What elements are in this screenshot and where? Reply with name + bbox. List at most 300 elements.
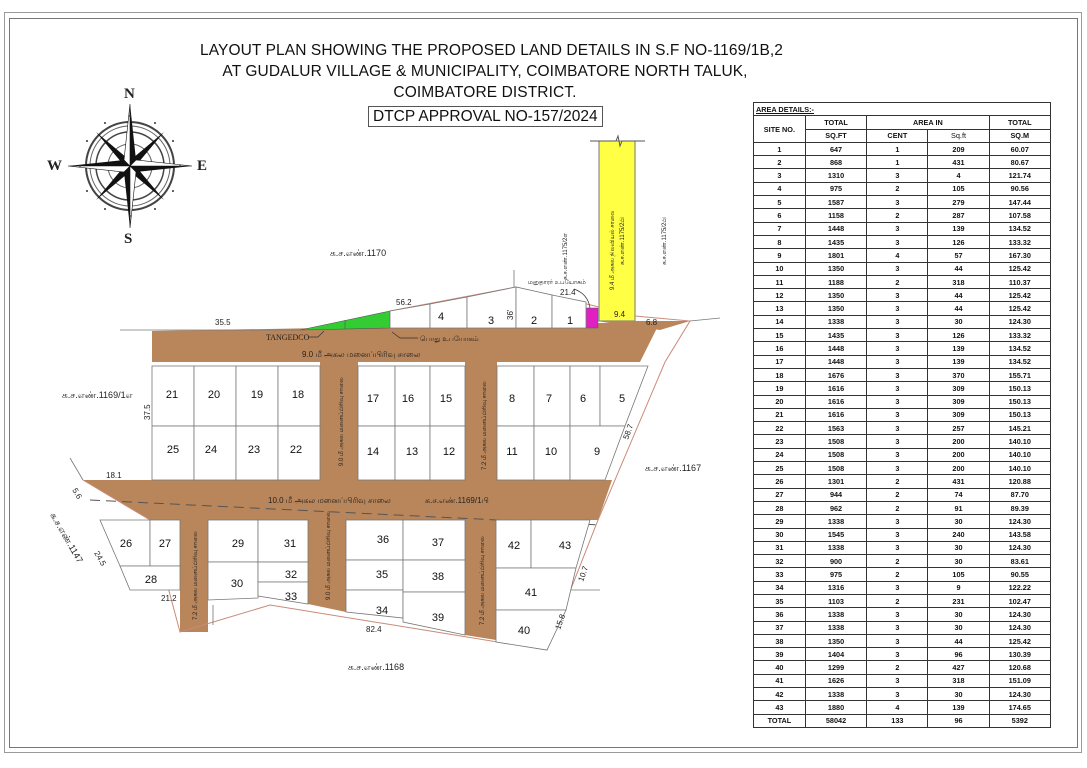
sqm-cell: 87.70 (989, 488, 1050, 501)
sqft-cell: 30 (928, 608, 989, 621)
sqm-cell: 89.39 (989, 501, 1050, 514)
plot-1: 1 (566, 315, 574, 327)
table-row (754, 182, 1051, 195)
total-sqft-cell: 1563 (805, 422, 866, 435)
table-row (754, 488, 1051, 501)
header-site-no: SITE NO. (754, 116, 806, 143)
sqm-cell: 124.30 (989, 608, 1050, 621)
plot-10: 10 (544, 446, 558, 458)
sqm-cell: 110.37 (989, 275, 1050, 288)
total-sqft-cell: 1448 (805, 222, 866, 235)
sqm-cell: 151.09 (989, 674, 1050, 687)
dim-58-7: 58.7 (621, 422, 636, 441)
cent-cell: 3 (867, 222, 928, 235)
cent-cell: 3 (867, 315, 928, 328)
plot-36: 36 (376, 534, 390, 546)
sqm-cell: 120.88 (989, 475, 1050, 488)
table-row (754, 342, 1051, 355)
table-row (754, 355, 1051, 368)
site-no-cell: 30 (754, 528, 806, 541)
sqm-cell: 147.44 (989, 196, 1050, 209)
sqft-cell: 44 (928, 302, 989, 315)
sqft-cell: 44 (928, 262, 989, 275)
sqm-cell: 155.71 (989, 368, 1050, 381)
plot-17: 17 (366, 393, 380, 405)
site-no-cell: 16 (754, 342, 806, 355)
cent-cell: 4 (867, 249, 928, 262)
cent-cell: 3 (867, 235, 928, 248)
site-no-cell: 1 (754, 142, 806, 155)
sqft-cell: 96 (928, 648, 989, 661)
table-total-row (754, 714, 1051, 727)
table-row (754, 501, 1051, 514)
plot-30: 30 (230, 578, 244, 590)
cent-cell: 3 (867, 688, 928, 701)
sqm-cell: 90.56 (989, 182, 1050, 195)
cent-cell: 3 (867, 634, 928, 647)
table-row (754, 608, 1051, 621)
sqft-cell: 209 (928, 142, 989, 155)
site-no-cell: 40 (754, 661, 806, 674)
cent-cell: 2 (867, 555, 928, 568)
total-sqft-cell: 1299 (805, 661, 866, 674)
plot-13: 13 (405, 446, 419, 458)
site-no-cell: 4 (754, 182, 806, 195)
sqft-cell: 30 (928, 541, 989, 554)
plot-37: 37 (431, 537, 445, 549)
plot-8: 8 (508, 393, 516, 405)
cent-cell: 3 (867, 342, 928, 355)
site-no-cell: 25 (754, 462, 806, 475)
plot-40: 40 (517, 625, 531, 637)
sqft-cell: 74 (928, 488, 989, 501)
plots-block-left (152, 366, 320, 480)
table-row (754, 475, 1051, 488)
sqft-cell: 431 (928, 475, 989, 488)
plot-22: 22 (289, 444, 303, 456)
header-sqft: SQ.FT (805, 129, 866, 142)
plot-31: 31 (283, 538, 297, 550)
cent-cell: 3 (867, 408, 928, 421)
reserved-label: மனுதாரர் உபயோகம் (528, 280, 586, 286)
sqm-cell: 167.30 (989, 249, 1050, 262)
site-no-cell: 38 (754, 634, 806, 647)
table-row (754, 648, 1051, 661)
site-no-cell: 24 (754, 448, 806, 461)
sqft-cell: 44 (928, 634, 989, 647)
site-no-cell: 15 (754, 329, 806, 342)
site-no-cell: 10 (754, 262, 806, 275)
plot-29: 29 (231, 538, 245, 550)
cent-cell: 3 (867, 262, 928, 275)
table-row (754, 528, 1051, 541)
sqft-cell: 91 (928, 501, 989, 514)
site-no-cell: 39 (754, 648, 806, 661)
cent-cell: 3 (867, 608, 928, 621)
road-label-vert-72b: 7.2 மீ அகல மனைப்பிரிவு சாலை (193, 531, 199, 620)
cent-cell: 3 (867, 329, 928, 342)
total-sqft-cell: 1103 (805, 594, 866, 607)
cent-cell: 3 (867, 648, 928, 661)
cent-cell: 1 (867, 142, 928, 155)
dim-82-4: 82.4 (366, 625, 382, 634)
sqm-cell: 174.65 (989, 701, 1050, 714)
total-sqft-cell: 1676 (805, 368, 866, 381)
table-row (754, 169, 1051, 182)
sqft-cell: 30 (928, 621, 989, 634)
cent-cell: 2 (867, 209, 928, 222)
table-row (754, 515, 1051, 528)
survey-label-1175-2b: க.ச.எண்.1175/2பி (662, 217, 668, 265)
plot-26: 26 (119, 538, 133, 550)
plot-16: 16 (401, 393, 415, 405)
site-no-cell: 32 (754, 555, 806, 568)
cent-cell: 2 (867, 475, 928, 488)
site-no-cell: 27 (754, 488, 806, 501)
sqft-cell: 309 (928, 408, 989, 421)
sqm-cell: 140.10 (989, 435, 1050, 448)
table-row (754, 382, 1051, 395)
plot-7: 7 (545, 393, 553, 405)
total-sqm: 5392 (989, 714, 1050, 727)
dim-35-5: 35.5 (215, 318, 231, 327)
dim-56-2: 56.2 (396, 298, 412, 307)
title-line-2: AT GUDALUR VILLAGE & MUNICIPALITY, COIMBATORE NORTH TALUK, (222, 63, 748, 80)
sqft-cell: 105 (928, 568, 989, 581)
header-cent: CENT (867, 129, 928, 142)
total-sqft-cell: 975 (805, 568, 866, 581)
dim-36: 36' (506, 309, 515, 320)
plot-20: 20 (207, 389, 221, 401)
dim-24-5: 24.5 (92, 549, 108, 568)
total-sqft-cell: 944 (805, 488, 866, 501)
title-line-1: LAYOUT PLAN SHOWING THE PROPOSED LAND DETAILS IN S.F NO-1169/1B,2 (200, 42, 784, 59)
sqft-cell: 9 (928, 581, 989, 594)
sqm-cell: 124.30 (989, 515, 1050, 528)
cent-cell: 2 (867, 182, 928, 195)
site-no-cell: 7 (754, 222, 806, 235)
table-row (754, 422, 1051, 435)
cent-cell: 3 (867, 462, 928, 475)
plot-34: 34 (375, 605, 389, 617)
sqm-cell: 150.13 (989, 382, 1050, 395)
total-sqft-cell: 1448 (805, 355, 866, 368)
total-sqft-cell: 1310 (805, 169, 866, 182)
sqm-cell: 124.30 (989, 315, 1050, 328)
plot-12: 12 (442, 446, 456, 458)
plot-38: 38 (431, 571, 445, 583)
sqm-cell: 134.52 (989, 222, 1050, 235)
plot-42: 42 (507, 540, 521, 552)
cent-cell: 3 (867, 302, 928, 315)
plot-11: 11 (506, 446, 518, 458)
plot-4: 4 (437, 311, 445, 323)
plot-43: 43 (558, 540, 572, 552)
total-sqft-cell: 1350 (805, 262, 866, 275)
site-no-cell: 26 (754, 475, 806, 488)
total-sqft-cell: 975 (805, 182, 866, 195)
table-row (754, 289, 1051, 302)
cent-cell: 2 (867, 488, 928, 501)
site-no-cell: 33 (754, 568, 806, 581)
cent-cell: 3 (867, 581, 928, 594)
sqft-cell: 126 (928, 235, 989, 248)
site-no-cell: 20 (754, 395, 806, 408)
header-sqft-small: Sq.ft (928, 129, 989, 142)
site-no-cell: 17 (754, 355, 806, 368)
table-row (754, 156, 1051, 169)
total-sqft-cell: 1404 (805, 648, 866, 661)
site-no-cell: 11 (754, 275, 806, 288)
dim-9-4: 9.4 (614, 310, 626, 319)
table-row (754, 408, 1051, 421)
sqm-cell: 124.30 (989, 541, 1050, 554)
sqft-cell: 231 (928, 594, 989, 607)
cent-cell: 1 (867, 156, 928, 169)
plot-41: 41 (524, 587, 538, 599)
site-no-cell: 41 (754, 674, 806, 687)
approval-number-box: DTCP APPROVAL NO-157/2024 (368, 106, 603, 127)
sqft-cell: 139 (928, 342, 989, 355)
table-row (754, 329, 1051, 342)
total-sqft-cell: 1435 (805, 329, 866, 342)
site-no-cell: 9 (754, 249, 806, 262)
table-row (754, 315, 1051, 328)
total-sqft-cell: 1350 (805, 289, 866, 302)
total-sqft-small: 96 (928, 714, 989, 727)
sqft-cell: 30 (928, 688, 989, 701)
cent-cell: 2 (867, 594, 928, 607)
total-sqft: 58042 (805, 714, 866, 727)
plot-25: 25 (166, 444, 180, 456)
sqft-cell: 57 (928, 249, 989, 262)
total-sqft-cell: 1338 (805, 608, 866, 621)
total-sqft-cell: 900 (805, 555, 866, 568)
site-no-cell: 35 (754, 594, 806, 607)
table-row (754, 674, 1051, 687)
plots-block-lower-left (100, 520, 180, 590)
site-no-cell: 42 (754, 688, 806, 701)
site-no-cell: 22 (754, 422, 806, 435)
table-caption: AREA DETAILS:- (754, 103, 1051, 116)
survey-label-1169-1b: க.ச.எண்.1169/1பி (425, 496, 489, 505)
table-row (754, 701, 1051, 714)
sqft-cell: 4 (928, 169, 989, 182)
sqm-cell: 124.30 (989, 688, 1050, 701)
table-row (754, 302, 1051, 315)
table-row (754, 262, 1051, 275)
sqm-cell: 134.52 (989, 342, 1050, 355)
plots-block-right (497, 366, 648, 480)
site-no-cell: 37 (754, 621, 806, 634)
dim-10-7: 10.7 (576, 564, 591, 583)
site-no-cell: 29 (754, 515, 806, 528)
sqm-cell: 122.22 (989, 581, 1050, 594)
total-sqft-cell: 1616 (805, 382, 866, 395)
plot-18: 18 (291, 389, 305, 401)
site-no-cell: 8 (754, 235, 806, 248)
sqft-cell: 139 (928, 222, 989, 235)
plots-block-lower-mid (346, 520, 465, 635)
cent-cell: 3 (867, 169, 928, 182)
total-sqft-cell: 1880 (805, 701, 866, 714)
sqm-cell: 107.58 (989, 209, 1050, 222)
total-cent: 133 (867, 714, 928, 727)
table-row (754, 209, 1051, 222)
site-no-cell: 21 (754, 408, 806, 421)
total-sqft-cell: 1338 (805, 688, 866, 701)
yellow-road-strip (590, 136, 645, 321)
table-row (754, 448, 1051, 461)
table-row (754, 634, 1051, 647)
cent-cell: 3 (867, 528, 928, 541)
total-sqft-cell: 1316 (805, 581, 866, 594)
plot-27: 27 (158, 538, 172, 550)
total-sqft-cell: 1508 (805, 448, 866, 461)
site-no-cell: 5 (754, 196, 806, 209)
cent-cell: 2 (867, 661, 928, 674)
total-sqft-cell: 1435 (805, 235, 866, 248)
road-label-main: 10.0 மீ அகல மனைப்பிரிவு சாலை (268, 496, 391, 505)
sqft-cell: 200 (928, 462, 989, 475)
sqft-cell: 139 (928, 701, 989, 714)
total-sqft-cell: 1338 (805, 315, 866, 328)
sqm-cell: 130.39 (989, 648, 1050, 661)
reserved-area (586, 308, 598, 328)
compass-north-label: N (124, 86, 135, 102)
plot-3: 3 (487, 315, 495, 327)
total-sqft-cell: 647 (805, 142, 866, 155)
compass-west-label: W (47, 158, 62, 174)
cent-cell: 2 (867, 568, 928, 581)
site-no-cell: 34 (754, 581, 806, 594)
cent-cell: 3 (867, 368, 928, 381)
sqm-cell: 145.21 (989, 422, 1050, 435)
total-sqft-cell: 1545 (805, 528, 866, 541)
cent-cell: 2 (867, 275, 928, 288)
plot-32: 32 (284, 569, 298, 581)
cent-cell: 3 (867, 541, 928, 554)
compass-east-label: E (197, 158, 208, 174)
cent-cell: 3 (867, 621, 928, 634)
header-total: TOTAL (805, 116, 866, 129)
total-label: TOTAL (754, 714, 806, 727)
survey-label-1167: க.ச.எண்.1167 (645, 463, 702, 473)
dim-21-4: 21.4 (560, 288, 576, 297)
sqft-cell: 257 (928, 422, 989, 435)
plot-6: 6 (579, 393, 587, 405)
sqft-cell: 30 (928, 315, 989, 328)
title-line-3: COIMBATORE DISTRICT. (393, 84, 577, 101)
area-details-table (753, 102, 1051, 728)
compass-south-label: S (124, 231, 133, 247)
plot-28: 28 (144, 574, 158, 586)
total-sqft-cell: 1158 (805, 209, 866, 222)
sqm-cell: 83.61 (989, 555, 1050, 568)
survey-label-1168: க.ச.எண்.1168 (348, 662, 405, 672)
site-no-cell: 2 (754, 156, 806, 169)
cent-cell: 3 (867, 422, 928, 435)
plot-33: 33 (284, 591, 298, 603)
table-row (754, 594, 1051, 607)
total-sqft-cell: 1616 (805, 408, 866, 421)
cent-cell: 3 (867, 196, 928, 209)
plot-2: 2 (530, 315, 538, 327)
table-row (754, 621, 1051, 634)
sqft-cell: 105 (928, 182, 989, 195)
sqft-cell: 370 (928, 368, 989, 381)
sqft-cell: 30 (928, 515, 989, 528)
sqft-cell: 287 (928, 209, 989, 222)
header-total-2: TOTAL (989, 116, 1050, 129)
road-label-vert-9m: 9.0 மீ அகல மனைப்பிரிவு சாலை (339, 377, 345, 466)
sqft-cell: 309 (928, 382, 989, 395)
site-no-cell: 12 (754, 289, 806, 302)
plot-19: 19 (250, 389, 264, 401)
table-row (754, 222, 1051, 235)
cent-cell: 4 (867, 701, 928, 714)
total-sqft-cell: 962 (805, 501, 866, 514)
total-sqft-cell: 1448 (805, 342, 866, 355)
sqft-cell: 318 (928, 275, 989, 288)
sqft-cell: 318 (928, 674, 989, 687)
cent-cell: 3 (867, 515, 928, 528)
survey-label-1175-2a: க.ச.எண்.1175/2எ (563, 232, 569, 280)
sqft-cell: 431 (928, 156, 989, 169)
dim-15-8: 15.8 (553, 612, 568, 631)
total-sqft-cell: 1616 (805, 395, 866, 408)
total-sqft-cell: 1801 (805, 249, 866, 262)
total-sqft-cell: 1301 (805, 475, 866, 488)
cent-cell: 3 (867, 355, 928, 368)
site-no-cell: 43 (754, 701, 806, 714)
plot-15: 15 (439, 393, 453, 405)
table-row (754, 142, 1051, 155)
sqm-cell: 60.07 (989, 142, 1050, 155)
sqm-cell: 150.13 (989, 395, 1050, 408)
total-sqft-cell: 1587 (805, 196, 866, 209)
plots-block-middle (358, 366, 465, 480)
sqft-cell: 139 (928, 355, 989, 368)
sqft-cell: 200 (928, 448, 989, 461)
dim-21-2: 21.2 (161, 594, 177, 603)
plot-21: 21 (165, 389, 179, 401)
sqm-cell: 120.68 (989, 661, 1050, 674)
sqm-cell: 90.55 (989, 568, 1050, 581)
total-sqft-cell: 1508 (805, 462, 866, 475)
dim-5-6: 5.6 (70, 486, 84, 501)
table-row (754, 435, 1051, 448)
sqm-cell: 140.10 (989, 462, 1050, 475)
road-label-vert-72c: 7.2 மீ அகல மனைப்பிரிவு சாலை (480, 536, 486, 625)
dim-37-5: 37.5 (143, 404, 152, 420)
site-no-cell: 31 (754, 541, 806, 554)
sqm-cell: 121.74 (989, 169, 1050, 182)
sqm-cell: 140.10 (989, 448, 1050, 461)
sqm-cell: 150.13 (989, 408, 1050, 421)
table-row (754, 688, 1051, 701)
plot-23: 23 (247, 444, 261, 456)
total-sqft-cell: 1188 (805, 275, 866, 288)
plot-9: 9 (593, 446, 601, 458)
cent-cell: 3 (867, 289, 928, 302)
cent-cell: 3 (867, 448, 928, 461)
road-label-vert-9m-lower: 9.0 மீ அகல மனைப்பிரிவு சாலை (326, 511, 332, 600)
public-purpose-label: பொது உபயோகம் (420, 336, 479, 343)
tangedco-label: TANGEDCO (266, 333, 310, 342)
cent-cell: 3 (867, 382, 928, 395)
total-sqft-cell: 1626 (805, 674, 866, 687)
